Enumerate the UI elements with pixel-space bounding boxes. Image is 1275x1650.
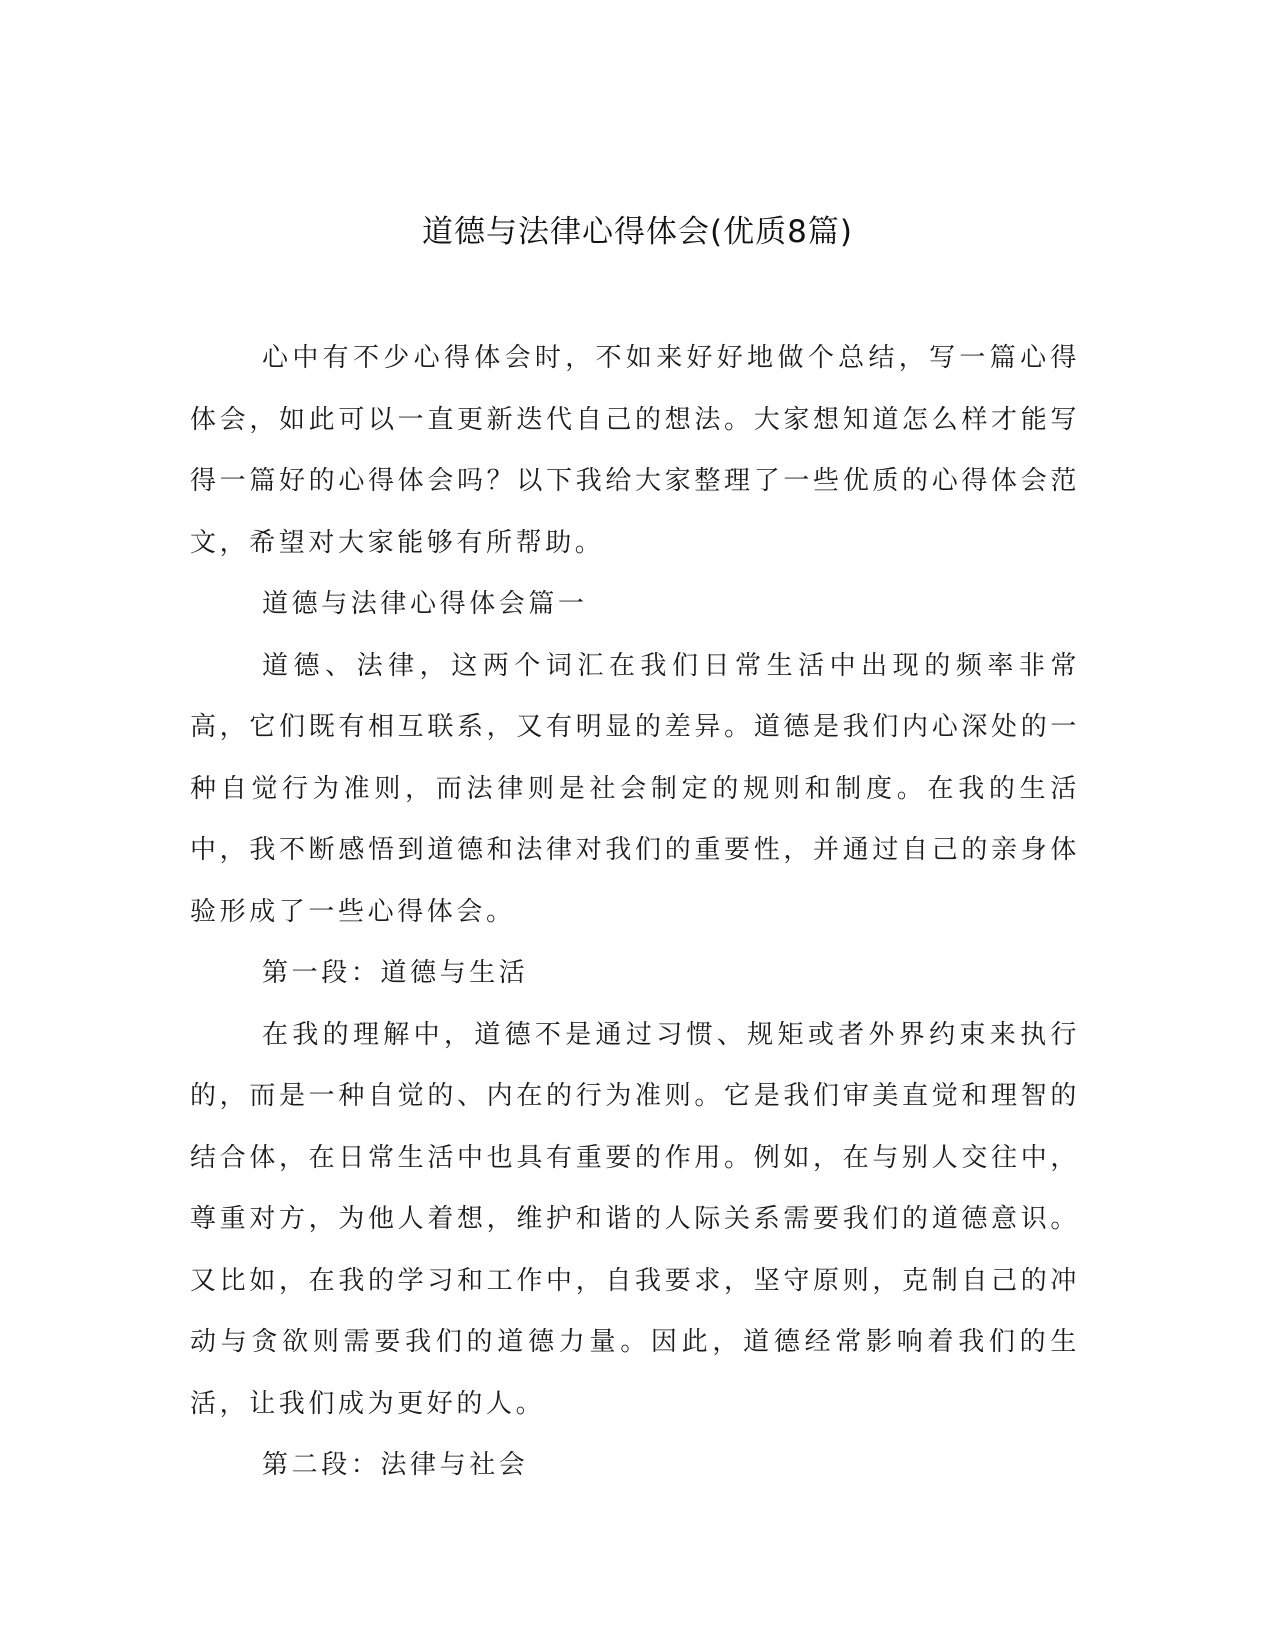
document-body [190,328,1080,1497]
section-heading-morality-and-life: 第一段：道德与生活 [262,958,529,988]
morality-and-life-paragraph: 在我的理解中，道德不是通过习惯、规矩或者外界约束来执行的，而是一种自觉的、内在的行为准则。它是我们审美直觉和理智的结合体，在日常生活中也具有重要的作用。例如，在与别人交往中，尊重对方，为他人着想，维护和谐的人际关系需要我们的道德意识。又比如，在我的学习和工作中，自我要求，坚守原则，克制自己的冲动与贪欲则需要我们的道德力量。因此，道德经常影响着我们的生活，让我们成为更好的人。 [190,1019,1080,1419]
part-one-paragraph: 道德、法律，这两个词汇在我们日常生活中出现的频率非常高，它们既有相互联系，又有明显的差异。道德是我们内心深处的一种自觉行为准则，而法律则是社会制定的规则和制度。在我的生活中，我不断感悟到道德和法律对我们的重要性，并通过自己的亲身体验形成了一些心得体会。 [190,650,1080,927]
intro-paragraph: 心中有不少心得体会时，不如来好好地做个总结，写一篇心得体会，如此可以一直更新迭代自己的想法。大家想知道怎么样才能写得一篇好的心得体会吗？以下我给大家整理了一些优质的心得体会范文，希望对大家能够有所帮助。 [190,343,1080,558]
document-title: 道德与法律心得体会(优质8篇) [422,214,853,250]
section-heading-law-and-society: 第二段：法律与社会 [262,1450,529,1480]
section-heading-part-one: 道德与法律心得体会篇一 [262,589,588,619]
